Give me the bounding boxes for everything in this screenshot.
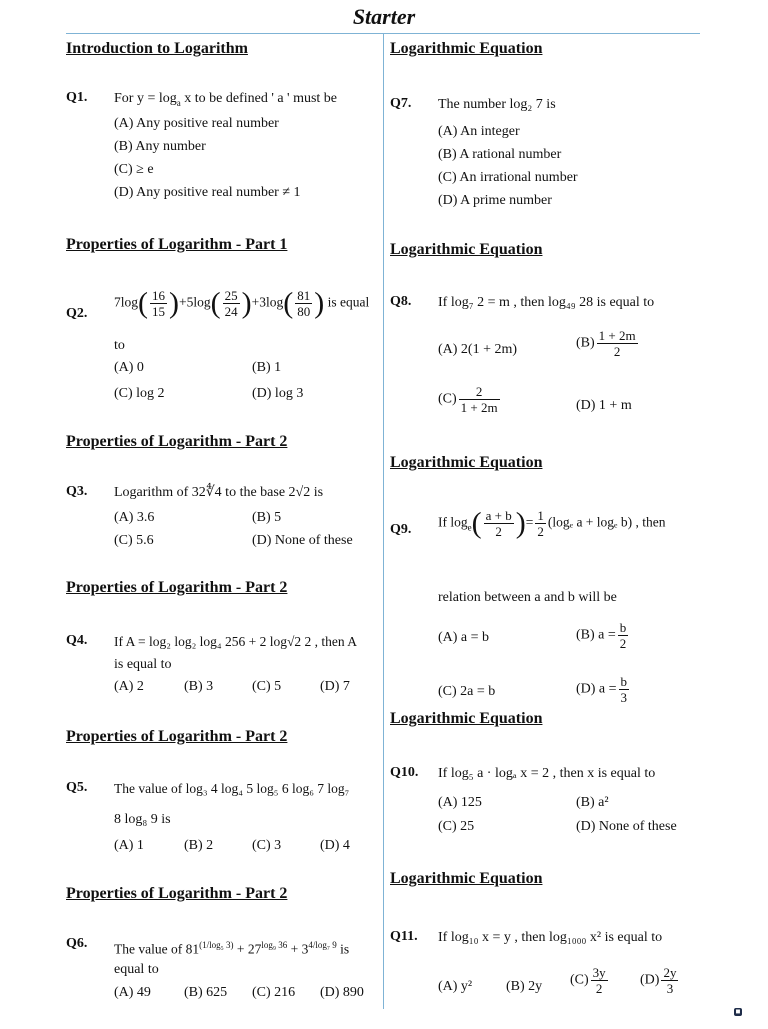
option-c: (C) 3 [252,838,282,853]
option-b: (B) 5 [252,510,282,525]
question-q9 [390,508,700,708]
question-q10 [390,765,700,845]
question-stem: Logarithm of 32∜4 to the base 2√2 is [114,485,324,500]
question-number: Q11. [390,929,418,944]
section-heading: Introduction to Logarithm [66,40,248,57]
sm-badge-icon: ◼ [735,1008,741,1015]
question-number: Q9. [390,522,412,537]
option-b: (B) $\frac{1 + 2m}{2}$ [576,328,636,359]
option-c: (C) 5.6 [114,533,154,548]
option-c: (C) 2a = b [438,684,496,699]
option-d: (D) None of these [576,819,677,834]
question-stem: The value of log₃ 4 log₄ 5 log₅ 6 log₆ 7 log₇ [114,781,350,796]
question-number: Q1. [66,90,88,105]
section-heading: Logarithmic Equation [390,40,543,57]
option-d: (D) None of these [252,533,353,548]
question-number: Q10. [390,765,419,780]
option-a: (A) a = b [438,630,490,645]
option-d: (D) A prime number [438,193,552,208]
question-stem: If log₁₀ x = y , then log₁₀₀₀ x² is equal to [438,930,663,945]
option-c: (C) $\frac{2}{1 + 2m}$ [438,384,498,415]
option-b: (B) 3 [184,679,214,694]
section-heading: Properties of Logarithm - Part 2 [66,433,288,450]
option-a: (A) 3.6 [114,510,155,525]
question-stem: 7log( $\frac{16}{15}$ )+5log( $\frac{25}{24}$ )+3log( $\frac{81}{80}$ ) is equal [114,286,370,320]
question-number: Q8. [390,294,412,309]
option-c: (C) An irrational number [438,170,578,185]
option-a: (A) An integer [438,124,520,139]
section-heading: Properties of Logarithm - Part 2 [66,885,288,902]
option-c: (C) 25 [438,819,475,834]
question-stem-continued: relation between a and b will be [438,590,617,605]
option-b: (B) 625 [184,985,228,1000]
question-q11 [390,929,700,1029]
question-q2 [66,288,378,418]
option-a: (A) 2 [114,679,144,694]
question-stem: If log₅ a · logₐ x = 2 , then x is equal to [438,766,656,781]
option-c: (C) ≥ e [114,162,154,177]
option-a: (A) y² [438,979,473,994]
option-b: (B) Any number [114,139,206,154]
option-b: (B) a = $\frac{b}{2}$ [576,620,627,651]
question-stem-continued: equal to [114,962,159,977]
option-c: (C) $\frac{3y}{2}$ [570,965,606,996]
option-d: (D) log 3 [252,386,304,401]
right-column [390,34,700,1009]
option-a: (A) 49 [114,985,151,1000]
question-q3 [66,484,378,554]
option-d: (D) Any positive real number ≠ 1 [114,185,301,200]
option-a: (A) 0 [114,360,144,375]
question-number: Q3. [66,484,88,499]
option-d: (D) 1 + m [576,398,632,413]
question-q7 [390,96,700,216]
question-stem: The number log₂ 7 is [438,97,556,112]
option-d: (D) 4 [320,838,350,853]
question-number: Q5. [66,780,88,795]
option-d: (D) a = $\frac{b}{3}$ [576,674,628,705]
section-heading: Properties of Logarithm - Part 2 [66,728,288,745]
option-b: (B) a² [576,795,609,810]
option-d: (D) 7 [320,679,350,694]
option-a: (A) 2(1 + 2m) [438,342,518,357]
question-number: Q7. [390,96,412,111]
column-divider [383,34,384,1009]
question-number: Q2. [66,306,88,321]
option-c: (C) 5 [252,679,282,694]
section-heading: Logarithmic Equation [390,710,543,727]
option-a: (A) Any positive real number [114,116,279,131]
section-heading: Properties of Logarithm - Part 1 [66,236,288,253]
question-q5 [66,780,378,860]
question-q4 [66,633,378,703]
section-heading: Logarithmic Equation [390,241,543,258]
question-stem: If $\log_e$( $\frac{a + b}{2}$ )= $\frac{1}{2}$ (logₑ a + logₑ b) , then [438,506,666,540]
section-heading: Logarithmic Equation [390,454,543,471]
option-b: (B) 2 [184,838,214,853]
option-c: (C) log 2 [114,386,165,401]
question-stem-continued: to [114,338,125,353]
question-q8 [390,294,700,424]
left-column [66,34,378,1009]
question-stem-continued: is equal to [114,657,172,672]
question-stem: For $y = \log_a x$ to be defined ' a ' must be [114,91,338,108]
question-stem: The value of $81^{(1/log_5 3)} + 27^{log_9 36} + 3^{4/log_7 9}$ is [114,940,350,957]
question-number: Q6. [66,936,88,951]
section-heading: Properties of Logarithm - Part 2 [66,579,288,596]
option-d: (D) $\frac{2y}{3}$ [640,965,677,996]
option-a: (A) 125 [438,795,482,810]
option-b: (B) 1 [252,360,282,375]
question-q1 [66,90,378,210]
question-stem-continued: 8 log₈ 9 is [114,812,171,827]
question-stem: If log₇ 2 = m , then log₄₉ 28 is equal to [438,295,655,310]
question-stem: If A = log₂ log₂ log₄ 256 + 2 log√2 2 , then A [114,634,358,649]
option-c: (C) 216 [252,985,296,1000]
option-b: (B) 2y [506,979,543,994]
page-title: Starter [352,4,416,29]
section-heading: Logarithmic Equation [390,870,543,887]
question-q6 [66,936,378,1006]
question-number: Q4. [66,633,88,648]
option-b: (B) A rational number [438,147,562,162]
option-d: (D) 890 [320,985,364,1000]
option-a: (A) 1 [114,838,144,853]
